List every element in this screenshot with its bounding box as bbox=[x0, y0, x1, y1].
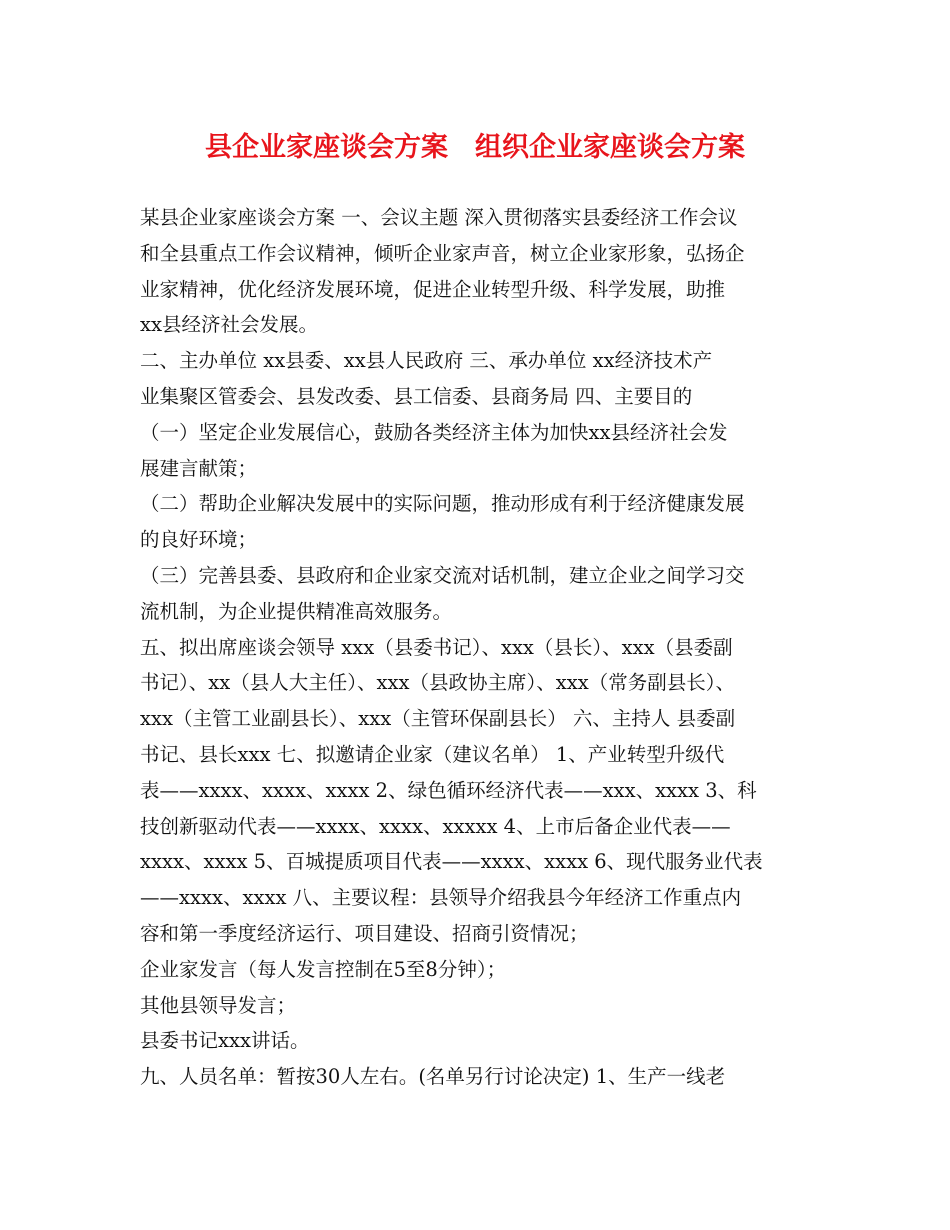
text-line: 企业家发言（每人发言控制在5至8分钟）； bbox=[140, 957, 507, 981]
text-line: 五、拟出席座谈会领导 xxx（县委书记）、xxx（县长）、xxx（县委副 bbox=[140, 635, 733, 659]
document-title: 县企业家座谈会方案 组织企业家座谈会方案 bbox=[205, 132, 745, 163]
text-line: ——xxxx、xxxx 八、主要议程：县领导介绍我县今年经济工作重点内 bbox=[140, 886, 742, 910]
text-line: 书记、县长xxx 七、拟邀请企业家（建议名单） 1、产业转型升级代 bbox=[140, 742, 725, 766]
text-line: 二、主办单位 xx县委、xx县人民政府 三、承办单位 xx经济技术产 bbox=[140, 349, 713, 373]
text-line: 业集聚区管委会、县发改委、县工信委、县商务局 四、主要目的 bbox=[140, 384, 693, 408]
text-line: xxx（主管工业副县长）、xxx（主管环保副县长） 六、主持人 县委副 bbox=[140, 707, 736, 731]
text-line: 书记）、xx（县人大主任）、xxx（县政协主席）、xxx（常务副县长）、 bbox=[140, 671, 735, 695]
text-line: （二）帮助企业解决发展中的实际问题，推动形成有利于经济健康发展 bbox=[140, 492, 745, 516]
text-line: 其他县领导发言； bbox=[140, 993, 297, 1017]
text-line: 展建言献策； bbox=[140, 456, 258, 480]
text-line: 业家精神，优化经济发展环境，促进企业转型升级、科学发展，助推 bbox=[140, 277, 726, 301]
text-line: 容和第一季度经济运行、项目建设、招商引资情况； bbox=[140, 921, 589, 945]
text-line: （一）坚定企业发展信心，鼓励各类经济主体为加快xx县经济社会发 bbox=[140, 420, 728, 444]
text-line: xxxx、xxxx 5、百城提质项目代表——xxxx、xxxx 6、现代服务业代表 bbox=[140, 850, 763, 874]
text-line: 某县企业家座谈会方案 一、会议主题 深入贯彻落实县委经济工作会议 bbox=[140, 206, 738, 229]
text-line: 九、人员名单：暂按30人左右。(名单另行讨论决定) 1、生产一线老 bbox=[140, 1065, 726, 1089]
document-body bbox=[140, 200, 820, 1095]
text-line: xx县经济社会发展。 bbox=[140, 313, 318, 337]
text-line: 和全县重点工作会议精神，倾听企业家声音，树立企业家形象，弘扬企 bbox=[140, 241, 745, 265]
text-line: 技创新驱动代表——xxxx、xxxx、xxxxx 4、上市后备企业代表—— bbox=[140, 814, 731, 838]
text-line: 县委书记xxx讲话。 bbox=[140, 1029, 310, 1053]
text-line: 表——xxxx、xxxx、xxxx 2、绿色循环经济代表——xxx、xxxx 3、科 bbox=[140, 778, 757, 802]
text-line: 流机制，为企业提供精准高效服务。 bbox=[140, 599, 453, 623]
text-line: （三）完善县委、县政府和企业家交流对话机制，建立企业之间学习交 bbox=[140, 563, 745, 587]
text-line: 的良好环境； bbox=[140, 528, 258, 552]
